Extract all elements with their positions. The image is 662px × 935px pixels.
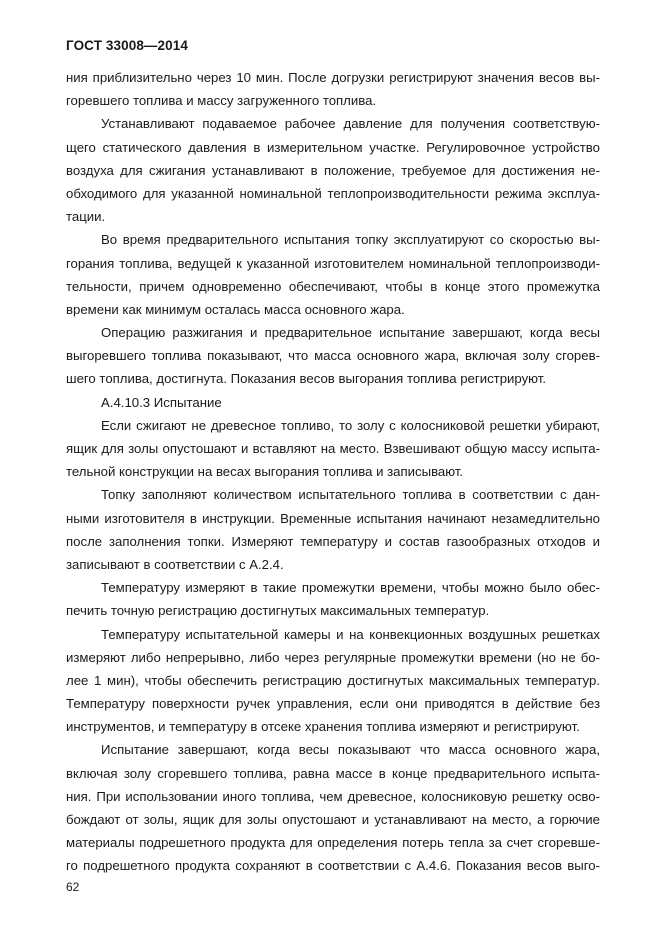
text-line: тации. xyxy=(66,209,106,225)
text-line: шего топлива, достигнута. Показания весов выгорания топлива регистрируют. xyxy=(66,371,547,387)
text-line: Операцию разжигания и предварительное испытание завершают, когда весы xyxy=(101,325,600,341)
text-line: печить точную регистрацию достигнутых максимальных температур. xyxy=(66,603,490,619)
text-line: горания топлива, ведущей к указанной изготовителем номинальной теплопроизводи- xyxy=(66,255,600,271)
text-line: воздуха для сжигания устанавливают в положение, требуемое для достижения не- xyxy=(66,162,600,178)
text-line: Температуру поверхности ручек управления, если они приводятся в действие без xyxy=(66,696,600,712)
text-line: ными изготовителя в инструкции. Временные испытания начинают незамедлительно xyxy=(66,510,600,526)
text-line: после заполнения топки. Измеряют температуру и состав газообразных отходов и xyxy=(66,533,600,549)
text-line: го подрешетного продукта сохраняют в соответствии с А.4.6. Показания весов выго- xyxy=(66,858,600,874)
text-line: включая золу сгоревшего топлива, равна массе в конце предварительного испыта- xyxy=(66,765,600,781)
text-line: Температуру испытательной камеры и на конвекционных воздушных решетках xyxy=(101,626,600,642)
text-line: Температуру измеряют в такие промежутки времени, чтобы можно было обес- xyxy=(101,580,600,596)
text-line: тельной конструкции на весах выгорания топлива и записывают. xyxy=(66,464,464,480)
text-line: бождают от золы, ящик для золы опустошают и устанавливают на место, а горючие xyxy=(66,812,600,827)
text-line: выгоревшего топлива показывают, что масса основного жара, включая золу сгорев- xyxy=(66,348,600,364)
text-line: тельности, причем одновременно обеспечивают, чтобы в конце этого промежутка xyxy=(66,278,600,294)
text-line: инструментов, и температуру в отсеке хранения топлива измеряют и регистрируют. xyxy=(66,719,580,735)
text-line: Устанавливают подаваемое рабочее давление для получения соответствую- xyxy=(101,116,600,132)
text-line: записывают в соответствии с А.2.4. xyxy=(66,556,284,572)
text-line: Во время предварительного испытания топку эксплуатируют со скоростью вы- xyxy=(101,232,600,248)
document-body xyxy=(66,66,600,878)
text-line: Испытание завершают, когда весы показывают что масса основного жара, xyxy=(101,742,600,758)
text-line: Если сжигают не древесное топливо, то золу с колосниковой решетки убирают, xyxy=(101,417,600,433)
text-line: лее 1 мин), чтобы обеспечить регистрацию достигнутых максимальных температур. xyxy=(66,672,600,688)
text-line: времени как минимум осталась масса основного жара. xyxy=(66,301,405,317)
text-line: щего статического давления в измерительном участке. Регулировочное устройство xyxy=(66,139,600,155)
text-line: Топку заполняют количеством испытательного топлива в соответствии с дан- xyxy=(101,487,600,503)
text-line: ния. При использовании иного топлива, чем древесное, колосниковую решетку осво- xyxy=(66,788,600,804)
text-line: обходимого для указанной номинальной теплопроизводительности режима эксплуа- xyxy=(66,185,600,201)
text-line: ящик для золы опустошают и вставляют на место. Взвешивают общую массу испыта- xyxy=(66,441,600,456)
page-number: 62 xyxy=(66,880,80,894)
text-line: материалы подрешетного продукта для определения потерь тепла за счет сгоревше- xyxy=(66,835,600,851)
text-line: ния приблизительно через 10 мин. После догрузки регистрируют значения весов вы- xyxy=(66,70,600,85)
document-header: ГОСТ 33008—2014 xyxy=(66,38,188,53)
text-line: А.4.10.3 Испытание xyxy=(101,394,222,410)
text-line: измеряют либо непрерывно, либо через регулярные промежутки времени (но не бо- xyxy=(66,649,600,665)
text-line: горевшего топлива и массу загруженного топлива. xyxy=(66,93,377,109)
